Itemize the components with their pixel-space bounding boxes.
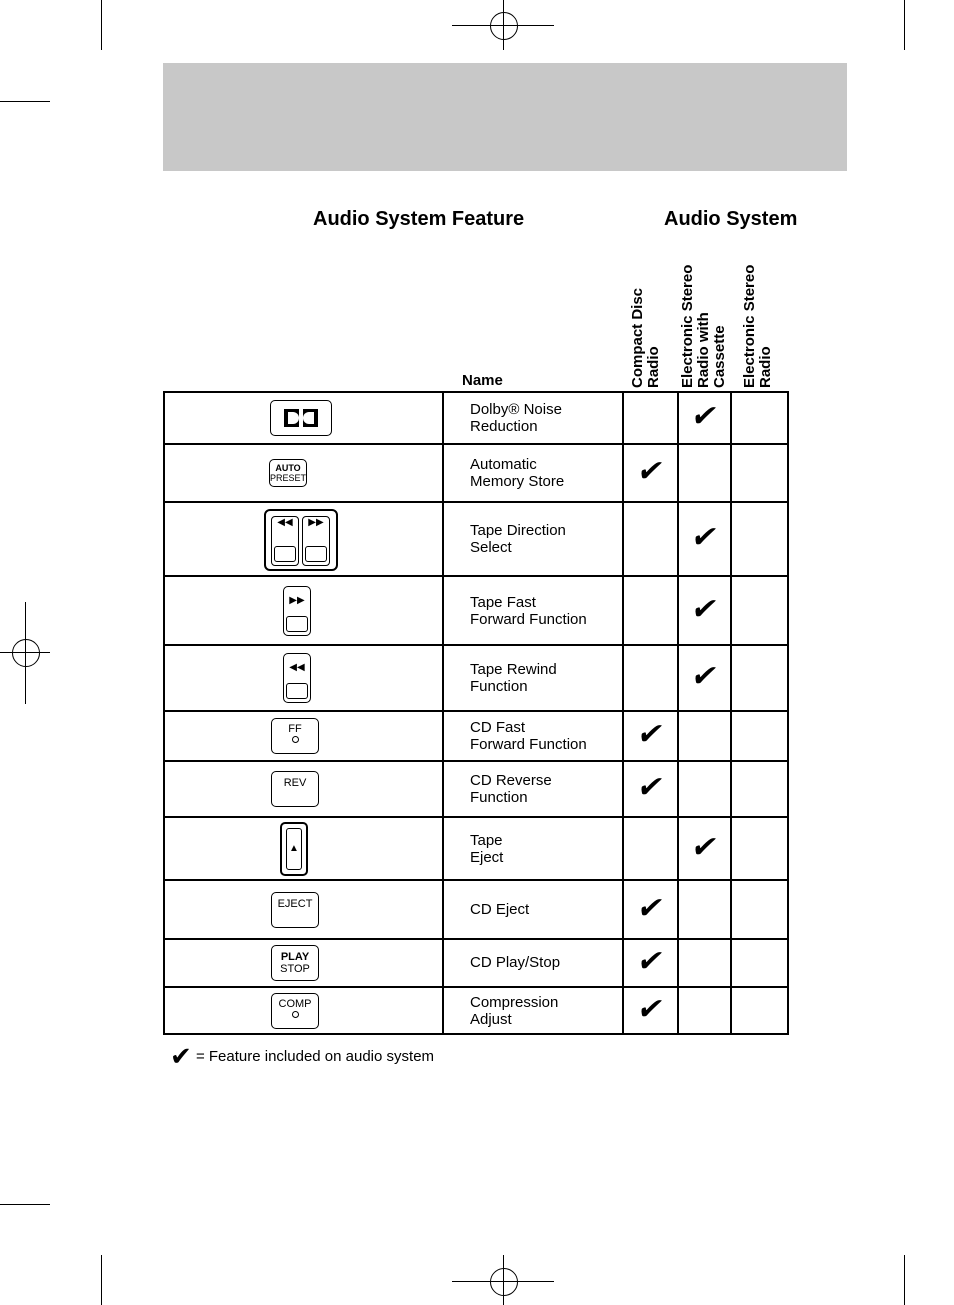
row-divider [165,710,787,712]
button-caption: COMP [278,997,312,1010]
auto-preset-icon [269,459,307,487]
feature-name: Tape Eject [470,831,504,866]
rewind-icon: ◀◀ [283,653,311,703]
header-band [163,63,847,171]
registration-mark-icon [490,12,518,40]
indicator-light-icon [292,1011,299,1018]
row-divider [165,879,787,881]
button-caption: FF [288,723,302,735]
checkmark-icon: ✔ [688,520,721,555]
crop-mark [25,602,26,704]
registration-mark-icon [490,1268,518,1296]
feature-name: CD Reverse Function [470,772,552,806]
dolby-symbol [281,407,321,429]
feature-title: Audio System Feature [313,208,525,230]
column-header-stereo-cassette [680,265,728,388]
checkmark-icon: ✔ [634,454,667,489]
checkmark-icon: ✔ [634,890,667,926]
dolby-icon [270,400,332,436]
crop-mark [503,0,504,50]
row-divider [165,760,787,762]
feature-name: Compression Adjust [470,993,559,1028]
feature-name: CD Play/Stop [470,954,561,971]
play-stop-icon [271,945,319,981]
feature-name: Tape Fast Forward Function [470,593,587,628]
column-header-compact-disc [630,288,662,388]
row-divider [165,938,787,940]
button-caption: AUTO [275,463,301,473]
crop-mark [101,0,102,50]
checkmark-icon: ✔ [688,829,721,865]
rev-button-icon [271,771,319,807]
button-caption: EJECT [277,897,313,910]
checkmark-icon: ✔ [170,1042,192,1072]
checkmark-icon: ✔ [634,991,667,1027]
checkmark-icon: ✔ [634,770,667,805]
indicator-light-icon [292,736,299,743]
row-divider [165,501,787,503]
feature-name: Tape Rewind Function [470,661,557,695]
checkmark-icon: ✔ [634,717,667,752]
feature-name: Dolby® Noise Reduction [470,401,562,435]
row-divider [165,575,787,577]
column-header-label: Electronic Stereo Radio [741,264,774,388]
column-header-stereo-radio [742,265,774,388]
button-caption: PLAY [280,951,310,963]
crop-mark [0,101,50,102]
button-caption: STOP [280,963,310,975]
crop-mark [904,0,905,50]
feature-name: CD Eject [470,900,530,918]
crop-mark [101,1255,102,1305]
ff-button-icon [271,718,319,754]
registration-mark-icon [12,639,40,667]
column-header-label: Compact Disc Radio [629,287,662,388]
crop-mark [904,1255,905,1305]
tape-direction-icon: ◀◀ ▶▶ [264,509,338,571]
system-title: Audio System [664,208,798,230]
row-divider [165,644,787,646]
legend [170,1038,435,1072]
row-divider [165,816,787,818]
button-caption: REV [283,777,307,789]
fast-forward-icon: ▶▶ [283,586,311,636]
tape-eject-icon: ▲ [280,822,308,876]
feature-name: Automatic Memory Store [470,456,565,490]
checkmark-icon: ✔ [634,944,667,979]
checkmark-icon: ✔ [688,399,721,434]
crop-mark [503,1255,504,1305]
eject-button-icon [271,892,319,928]
column-header-label: Electronic Stereo Radio with Cassette [679,264,728,388]
feature-name: CD Fast Forward Function [470,719,587,753]
name-column-header: Name [462,372,503,389]
button-caption: PRESET [270,473,307,483]
checkmark-icon: ✔ [688,591,721,627]
crop-mark [0,1204,50,1205]
checkmark-icon: ✔ [688,659,721,694]
row-divider [165,986,787,988]
legend-text: = Feature included on audio system [195,1048,435,1065]
row-divider [165,443,787,445]
feature-name: Tape Direction Select [470,522,566,556]
comp-button-icon [271,993,319,1029]
